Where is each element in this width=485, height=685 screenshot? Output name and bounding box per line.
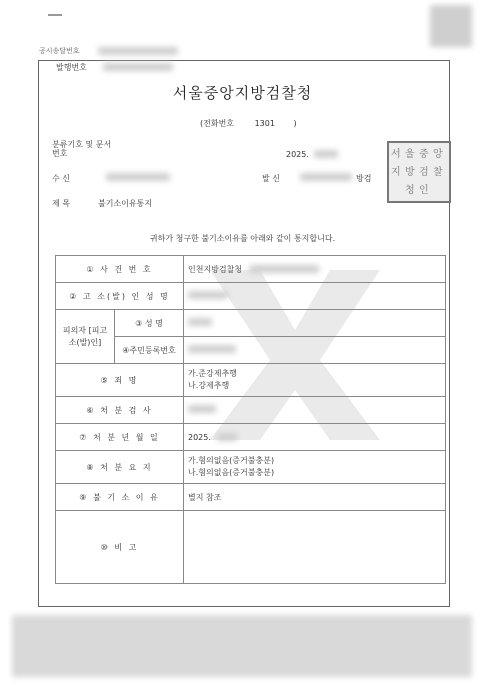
table-row	[56, 283, 446, 310]
table-row	[56, 310, 446, 337]
reason-value: 별지 참조	[184, 484, 446, 511]
phone-line: (전화번호 1301 )	[200, 119, 297, 128]
case-no-label: ① 사 건 번 호	[56, 256, 184, 283]
page-title: 서울중앙지방검찰청	[172, 84, 313, 102]
recipient-label: 수 신	[52, 174, 70, 183]
complainant-blur	[188, 291, 228, 299]
name-blur	[188, 318, 212, 326]
date-label: ⑦ 처 분 년 월 일	[56, 424, 184, 451]
table-row	[56, 364, 446, 397]
table-row	[56, 451, 446, 484]
doc-date: 2025.	[286, 150, 309, 159]
table-row	[56, 484, 446, 511]
top-label-value	[98, 47, 178, 55]
name-value	[184, 310, 446, 337]
doc-date-blur	[314, 150, 338, 158]
prosecutor-label: ⑥ 처 분 검 사	[56, 397, 184, 424]
charge-value: 가.준강제추행 나.강제추행	[184, 364, 446, 397]
complainant-value	[184, 283, 446, 310]
prosecutor-value	[184, 397, 446, 424]
table-row	[56, 397, 446, 424]
sender-label: 발 신	[262, 174, 280, 183]
prosecutor-blur	[188, 405, 216, 413]
table-row	[56, 511, 446, 584]
official-seal: 서 울 중 앙 지 방 검 찰 청 인	[387, 141, 451, 203]
date-value: 2025.	[184, 424, 446, 451]
resid-blur	[188, 345, 236, 353]
tick-mark	[48, 14, 62, 16]
issue-no-label: 발행번호	[56, 63, 87, 72]
sender-value	[300, 173, 352, 181]
issue-no-value	[103, 63, 173, 71]
intro-text: 귀하가 청구한 불기소이유를 아래와 같이 통지합니다.	[149, 234, 336, 243]
sender-suffix: 방검	[356, 174, 372, 183]
table-row	[56, 256, 446, 283]
doc-no-label: 분류기호 및 문서번호	[52, 140, 112, 158]
complainant-label: ② 고 소(발) 인 성 명	[56, 283, 184, 310]
table-row	[56, 337, 446, 364]
case-no-blur	[249, 265, 319, 273]
table-row	[56, 424, 446, 451]
resid-value	[184, 337, 446, 364]
charge-label: ⑤ 죄 명	[56, 364, 184, 397]
corner-mark	[430, 5, 472, 47]
remarks-value	[184, 511, 446, 584]
gist-value: 가.혐의없음(증거불충분) 나.혐의없음(증거불충분)	[184, 451, 446, 484]
name-label: ③ 성 명	[115, 310, 184, 337]
reason-label: ⑨ 불 기 소 이 유	[56, 484, 184, 511]
top-label: 공시송달번호	[39, 47, 80, 55]
date-blur	[217, 433, 237, 441]
subject-label: 제 목	[52, 199, 70, 208]
blurred-footer	[12, 615, 472, 677]
resid-label: ④주민등록번호	[115, 337, 184, 364]
recipient-value	[106, 173, 170, 181]
remarks-label: ⑩ 비 고	[56, 511, 184, 584]
subject-value: 불기소이유통지	[98, 199, 153, 208]
notice-table	[55, 255, 446, 584]
gist-label: ⑧ 처 분 요 지	[56, 451, 184, 484]
case-no-value: 인천지방검찰청	[184, 256, 446, 283]
suspect-label: 피의자 [피고소(발)인]	[56, 310, 115, 364]
